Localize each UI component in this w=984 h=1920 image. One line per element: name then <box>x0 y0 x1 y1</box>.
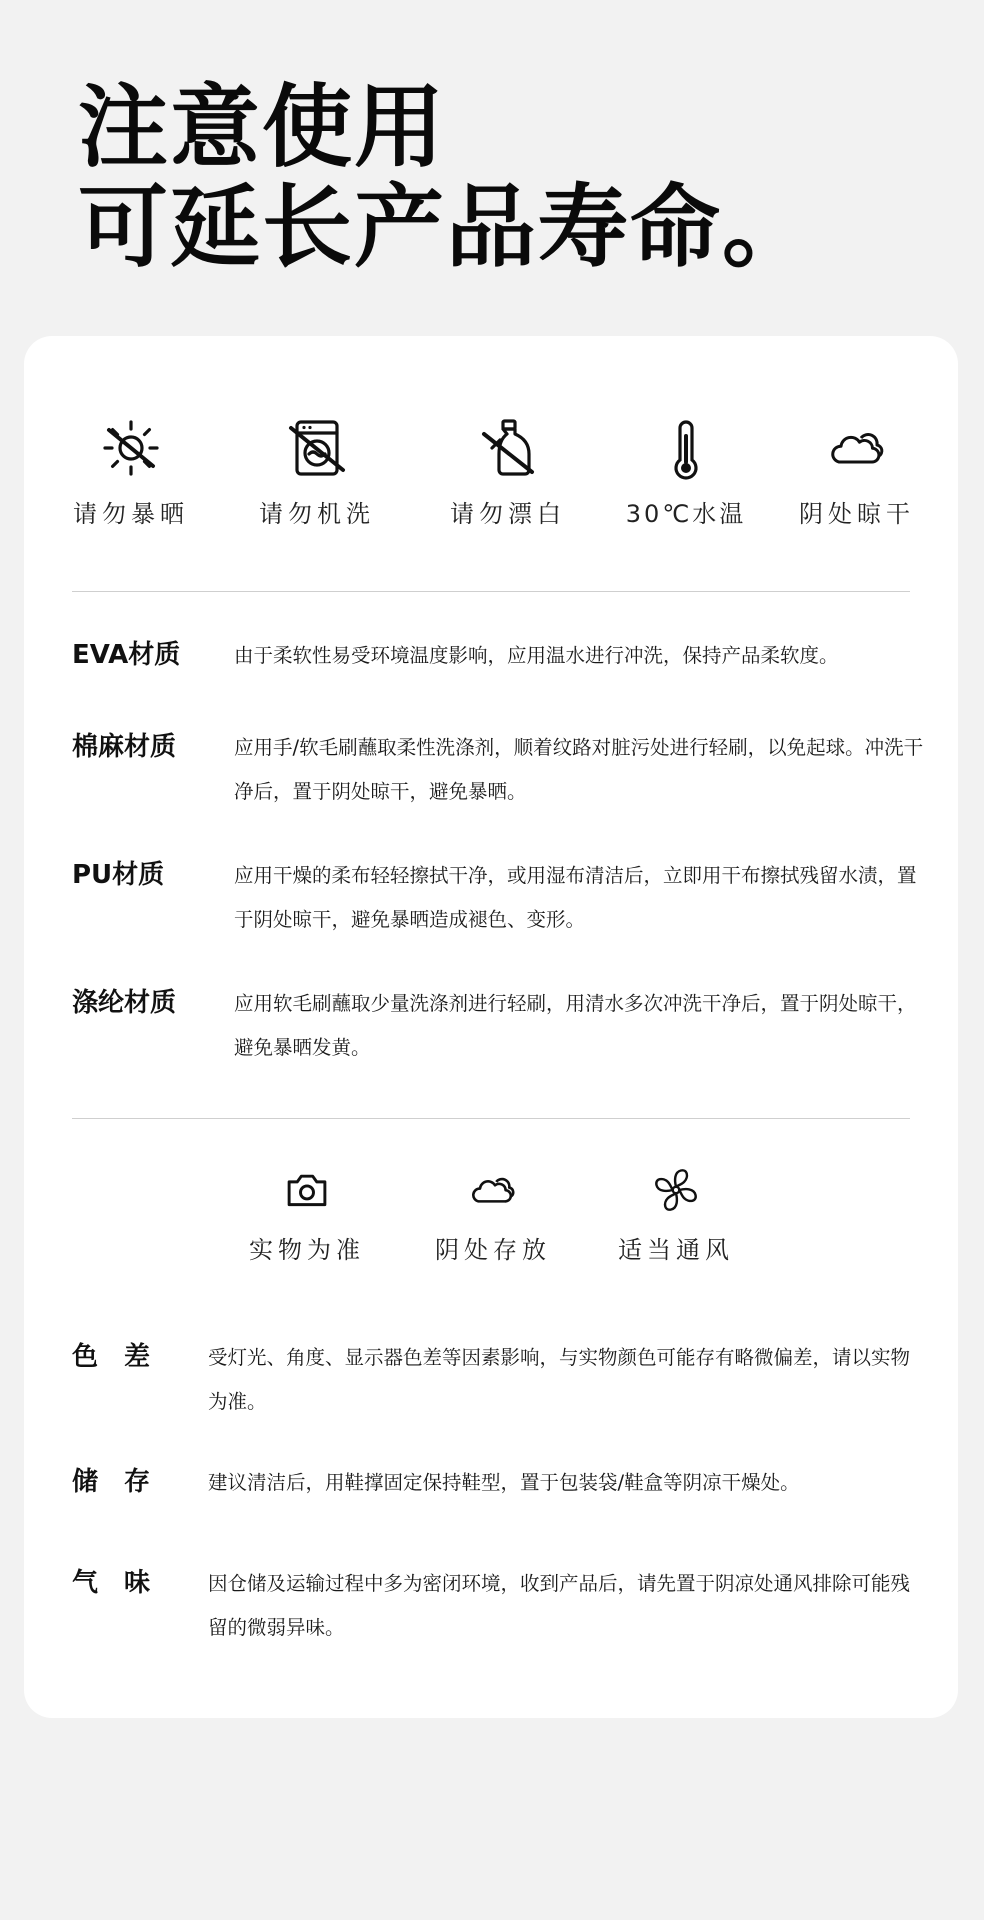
notice-label: 阴处存放 <box>435 1236 551 1264</box>
notice-label: 实物为准 <box>249 1236 365 1264</box>
material-row <box>72 982 922 1072</box>
care-label: 请勿机洗 <box>259 500 375 528</box>
note-text: 建议清洁后，用鞋撑固定保持鞋型，置于包装袋/鞋盒等阴凉干燥处。 <box>208 1471 800 1494</box>
material-text: 由于柔软性易受环境温度影响，应用温水进行冲洗，保持产品柔软度。 <box>234 644 839 667</box>
notice-item-shade-storage <box>408 1164 578 1265</box>
headline <box>78 75 814 280</box>
material-row <box>72 726 922 816</box>
material-text: 应用手/软毛刷蘸取柔性洗涤剂，顺着纹路对脏污处进行轻刷，以免起球。冲洗干净后，置于阴处晾干，避免暴晒。 <box>234 736 924 803</box>
care-label: 30℃水温 <box>625 500 747 528</box>
care-item-no-bleach <box>423 416 593 529</box>
care-label: 请勿暴晒 <box>73 500 189 528</box>
headline-line-2: 可延长产品寿命。 <box>78 175 814 280</box>
material-text: 应用干燥的柔布轻轻擦拭干净，或用湿布清洁后，立即用干布擦拭残留水渍，置于阴处晾干，避免暴晒造成褪色、变形。 <box>234 864 917 931</box>
headline-line-1: 注意使用 <box>78 75 446 180</box>
material-name: EVA材质 <box>72 640 181 670</box>
care-item-no-sun <box>46 416 216 529</box>
material-name: 棉麻材质 <box>72 732 177 762</box>
camera-icon <box>281 1164 333 1216</box>
no-bleach-icon <box>476 416 540 480</box>
care-card <box>24 336 958 1718</box>
divider <box>72 1118 910 1119</box>
care-item-no-machine-wash <box>232 416 402 529</box>
notice-label: 适当通风 <box>618 1236 734 1264</box>
care-icons-row <box>24 416 958 556</box>
fan-icon <box>650 1164 702 1216</box>
material-name: 涤纶材质 <box>72 988 177 1018</box>
care-item-water-temp <box>601 416 771 529</box>
material-row <box>72 634 922 684</box>
notice-item-ventilation <box>591 1164 761 1265</box>
note-title: 储存 <box>72 1467 177 1497</box>
note-row <box>72 1336 922 1426</box>
cloud-icon <box>825 416 889 480</box>
note-text: 因仓储及运输过程中多为密闭环境，收到产品后，请先置于阴凉处通风排除可能残留的微弱异味。 <box>208 1572 911 1639</box>
no-machine-wash-icon <box>285 416 349 480</box>
care-label: 阴处晾干 <box>799 500 915 528</box>
material-text: 应用软毛刷蘸取少量洗涤剂进行轻刷，用清水多次冲洗干净后，置于阴处晾干，避免暴晒发黄。 <box>234 992 917 1059</box>
no-sun-icon <box>99 416 163 480</box>
care-item-shade-dry <box>772 416 942 529</box>
divider <box>72 591 910 592</box>
note-row <box>72 1461 922 1511</box>
note-text: 受灯光、角度、显示器色差等因素影响，与实物颜色可能存有略微偏差，请以实物为准。 <box>208 1346 911 1413</box>
care-label: 请勿漂白 <box>450 500 566 528</box>
cloud-icon <box>465 1164 521 1216</box>
note-title: 色差 <box>72 1342 177 1372</box>
note-row <box>72 1562 922 1652</box>
note-title: 气味 <box>72 1568 177 1598</box>
thermometer-icon <box>654 416 718 480</box>
material-row <box>72 854 922 944</box>
notice-icons-row <box>24 1164 958 1294</box>
material-name: PU材质 <box>72 860 165 890</box>
notice-item-actual <box>222 1164 392 1265</box>
